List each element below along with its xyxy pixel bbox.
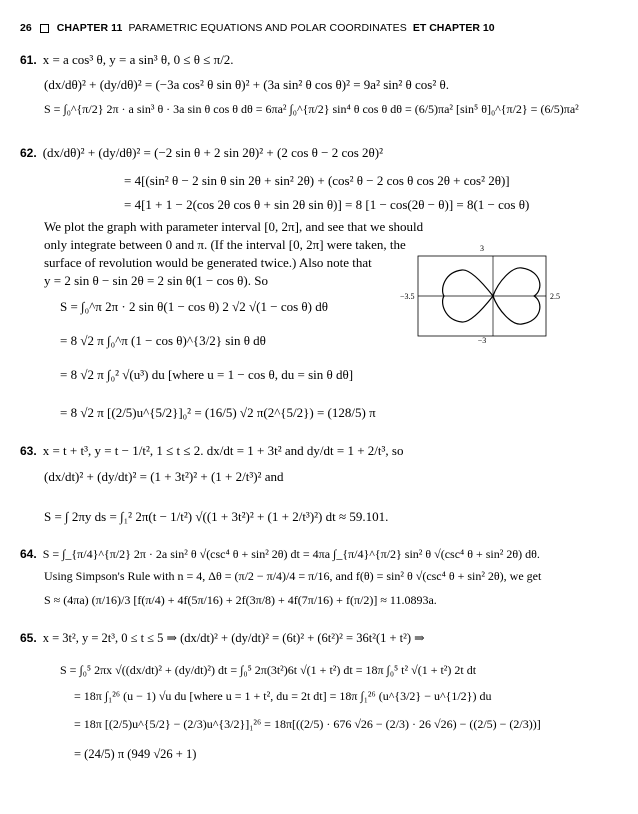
chapter-title: PARAMETRIC EQUATIONS AND POLAR COORDINATES <box>128 22 407 34</box>
problem-62-line-1: 62. (dx/dθ)² + (dy/dθ)² = (−2 sin θ + 2 sin 2θ)² + (2 cos θ − 2 cos 2θ)² <box>20 145 383 160</box>
problem-65-line-5: = (24/5) π (949 √26 + 1) <box>74 747 197 761</box>
problem-62-text-4: y = 2 sin θ − sin 2θ = 2 sin θ(1 − cos θ). So <box>44 273 268 288</box>
problem-62-text-1: We plot the graph with parameter interval [0, 2π], and see that we should <box>44 219 424 234</box>
problem-63-line-3: S = ∫ 2πy ds = ∫₁² 2π(t − 1/t²) √((1 + 3t²)² + (1 + 2/t³)²) dt ≈ 59.101. <box>44 509 389 524</box>
problem-number: 61. <box>20 53 37 67</box>
problem-62-line-3: = 4[1 + 1 − 2(cos 2θ cos θ + sin 2θ sin θ)] = 8 [1 − cos(2θ − θ)] = 8(1 − cos θ) <box>124 197 530 212</box>
problem-number: 65. <box>20 631 37 645</box>
parametric-curve-graph <box>398 244 608 344</box>
problem-61-line-2: (dx/dθ)² + (dy/dθ)² = (−3a cos² θ sin θ)² + (3a sin² θ cos θ)² = 9a² sin² θ cos² θ. <box>44 77 449 92</box>
problem-65-line-4: = 18π [(2/5)u^{5/2} − (2/3)u^{3/2}]₁²⁶ = 18π[((2/5) · 676 √26 − (2/3) · 26 √26) − ((2/5) − (2/3))] <box>74 717 541 731</box>
square-icon <box>40 24 49 33</box>
problem-62-text-2: only integrate between 0 and π. (If the interval [0, 2π] were taken, the <box>44 237 406 252</box>
problem-63-line-2: (dx/dt)² + (dy/dt)² = (1 + 3t²)² + (1 + 2/t³)² and <box>44 469 284 484</box>
x-max-label: 2.5 <box>550 292 560 301</box>
y-min-label: −3 <box>477 336 487 344</box>
y-max-label: 3 <box>480 244 484 253</box>
problem-64-line-1: 64. S = ∫_{π/4}^{π/2} 2π · 2a sin² θ √(csc⁴ θ + sin² 2θ) dt = 4πa ∫_{π/4}^{π/2} sin² θ √(csc⁴ θ + sin² 2θ) dθ. <box>20 547 540 561</box>
problem-63-line-1: 63. x = t + t³, y = t − 1/t², 1 ≤ t ≤ 2. dx/dt = 1 + 3t² and dy/dt = 1 + 2/t³, so <box>20 443 404 458</box>
problem-64-line-2: Using Simpson's Rule with n = 4, Δθ = (π/2 − π/4)/4 = π/16, and f(θ) = sin² θ √(csc⁴ θ + sin² 2θ), we get <box>44 569 542 583</box>
problem-62-line-2: = 4[(sin² θ − 2 sin θ sin 2θ + sin² 2θ) + (cos² θ − 2 cos θ cos 2θ + cos² 2θ)] <box>124 173 510 188</box>
problem-64-line-3: S ≈ (4πa) (π/16)/3 [f(π/4) + 4f(5π/16) + 2f(3π/8) + 4f(7π/16) + f(π/2)] ≈ 11.0893a. <box>44 593 437 607</box>
problem-number: 64. <box>20 547 37 561</box>
problem-65-line-1: 65. x = 3t², y = 2t³, 0 ≤ t ≤ 5 ⇒ (dx/dt)² + (dy/dt)² = (6t)² + (6t²)² = 36t²(1 + t²) ⇒ <box>20 631 425 645</box>
problem-61-line-1: 61. x = a cos³ θ, y = a sin³ θ, 0 ≤ θ ≤ π/2. <box>20 52 234 67</box>
page-number: 26 <box>20 22 32 34</box>
problem-65-line-2: S = ∫₀⁵ 2πx √((dx/dt)² + (dy/dt)²) dt = ∫₀⁵ 2π(3t²)6t √(1 + t²) dt = 18π ∫₀⁵ t² √(1 + t²) 2t dt <box>60 663 477 677</box>
problem-61-line-3: S = ∫₀^{π/2} 2π · a sin³ θ · 3a sin θ cos θ dθ = 6πa² ∫₀^{π/2} sin⁴ θ cos θ dθ = (6/5)πa² [sin⁵ θ]₀^{π/2} = (6/5)πa² <box>44 102 579 116</box>
problem-number: 63. <box>20 444 37 458</box>
et-chapter-label: ET CHAPTER 10 <box>412 22 495 34</box>
problem-62-s-3: = 8 √2 π ∫₀² √(u³) du [where u = 1 − cos θ, du = sin θ dθ] <box>60 367 354 382</box>
chapter-label: CHAPTER 11 <box>56 22 123 34</box>
x-min-label: −3.5 <box>400 292 415 301</box>
problem-62-s-1: S = ∫₀^π 2π · 2 sin θ(1 − cos θ) 2 √2 √(1 − cos θ) dθ <box>60 299 328 314</box>
problem-62-s-2: = 8 √2 π ∫₀^π (1 − cos θ)^{3/2} sin θ dθ <box>60 333 266 348</box>
problem-number: 62. <box>20 146 37 160</box>
problem-65-line-3: = 18π ∫₁²⁶ (u − 1) √u du [where u = 1 + t², du = 2t dt] = 18π ∫₁²⁶ (u^{3/2} − u^{1/2}) du <box>74 689 492 703</box>
page-header <box>20 22 495 34</box>
problem-62-text-3: surface of revolution would be generated twice.) Also note that <box>44 255 372 270</box>
problem-62-s-4: = 8 √2 π [(2/5)u^{5/2}]₀² = (16/5) √2 π(2^{5/2}) = (128/5) π <box>60 405 376 420</box>
